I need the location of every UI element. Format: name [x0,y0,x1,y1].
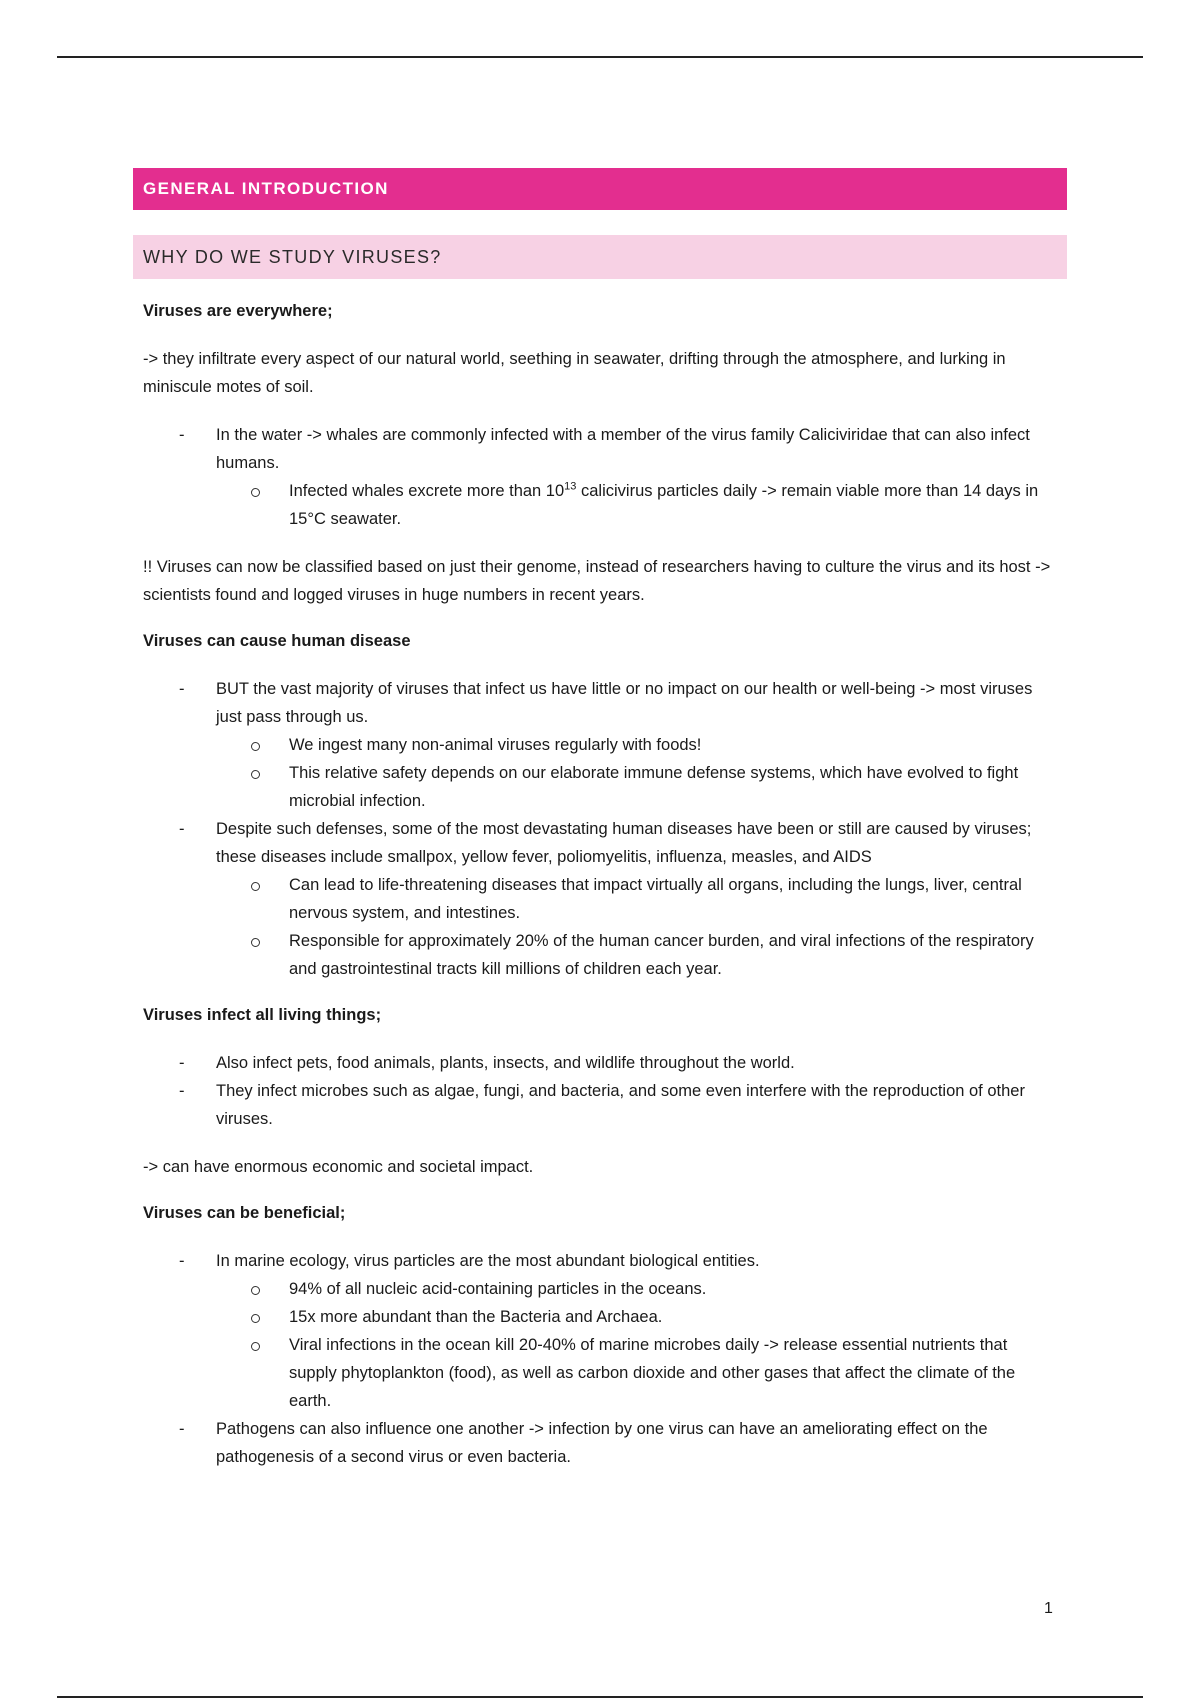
dash-bullet: - [179,426,185,444]
list-item [143,1415,1057,1471]
sub-list-item-text: Responsible for approximately 20% of the human cancer burden, and viral infections of the respiratory and gastrointestinal tracts kill millions of children each year. [289,932,1034,978]
bullet-list [143,1049,1057,1133]
sub-bullet-list [216,477,1057,533]
sub-list-item-text: We ingest many non-animal viruses regularly with foods! [289,736,702,754]
header-rule [57,56,1143,58]
bullet-list [143,675,1057,983]
paragraph: -> can have enormous economic and societal impact. [143,1158,534,1176]
circle-bullet-icon [251,1286,260,1295]
section-title: Viruses are everywhere; [143,302,333,320]
sub-list-item-text: 94% of all nucleic acid-containing particles in the oceans. [289,1280,707,1298]
list-item-text: In marine ecology, virus particles are the most abundant biological entities. [216,1252,760,1270]
list-item [143,421,1057,533]
sub-list-item-text: Can lead to life-threatening diseases that impact virtually all organs, including the lungs, liver, central nervous system, and intestines. [289,876,1022,922]
note-paragraph: !! Viruses can now be classified based on just their genome, instead of researchers having to culture the virus and its host -> scientists found and logged viruses in huge numbers in recent years. [143,558,1051,604]
section-human-disease [133,627,1067,983]
heading-why-study-viruses: WHY DO WE STUDY VIRUSES? [133,235,1067,279]
sub-list-item [216,871,1057,927]
list-item [143,675,1057,815]
sub-list-item-text: Viral infections in the ocean kill 20-40% of marine microbes daily -> release essential nutrients that supply phytoplankton (food), as well as carbon dioxide and other gases that affect the climate of the earth. [289,1336,1016,1410]
section-title: Viruses can cause human disease [143,632,411,650]
bullet-list [143,1247,1057,1471]
circle-bullet-icon [251,770,260,779]
sub-list-item-text: Infected whales excrete more than $10^{13}$ calicivirus particles daily -> remain viable more than 14 days in 15°C seawater. [289,480,1039,528]
sub-list-item [216,1331,1057,1415]
section-title: Viruses can be beneficial; [143,1204,346,1222]
list-item-text: They infect microbes such as algae, fungi, and bacteria, and some even interfere with the reproduction of other viruses. [216,1082,1025,1128]
footer-rule [57,1696,1143,1698]
list-item [143,815,1057,983]
sub-list-item [216,477,1057,533]
paragraph: -> they infiltrate every aspect of our natural world, seething in seawater, drifting through the atmosphere, and lurking in miniscule motes of soil. [143,350,1006,396]
list-item-text: In the water -> whales are commonly infected with a member of the virus family Caliciviridae that can also infect humans. [216,426,1030,472]
list-item [143,1077,1057,1133]
sub-list-item [216,759,1057,815]
sub-list-item-text: This relative safety depends on our elaborate immune defense systems, which have evolved to fight microbial infection. [289,764,1019,810]
section-title: Viruses infect all living things; [143,1006,382,1024]
circle-bullet-icon [251,1314,260,1323]
section-viruses-everywhere [133,297,1067,609]
list-item [143,1049,1057,1077]
sub-bullet-list [216,1275,1057,1415]
dash-bullet: - [179,1054,185,1072]
list-item-text: Despite such defenses, some of the most devastating human diseases have been or still are caused by viruses; these diseases include smallpox, yellow fever, poliomyelitis, influenza, measles, and AIDS [216,820,1032,866]
section-infect-all-living-things [133,1001,1067,1181]
list-item-text: Pathogens can also influence one another -> infection by one virus can have an ameliorating effect on the pathogenesis of a second virus or even bacteria. [216,1420,988,1466]
document-body [133,168,1067,1471]
sub-list-item [216,1275,1057,1303]
dash-bullet: - [179,1252,185,1270]
sub-list-item-text: 15x more abundant than the Bacteria and Archaea. [289,1308,663,1326]
dash-bullet: - [179,820,185,838]
sub-list-item [216,927,1057,983]
list-item-text: BUT the vast majority of viruses that infect us have little or no impact on our health or well-being -> most viruses just pass through us. [216,680,1033,726]
circle-bullet-icon [251,488,260,497]
circle-bullet-icon [251,742,260,751]
page-number: 1 [1044,1600,1053,1617]
dash-bullet: - [179,1082,185,1100]
sub-bullet-list [216,871,1057,983]
dash-bullet: - [179,680,185,698]
bullet-list [143,421,1057,533]
circle-bullet-icon [251,882,260,891]
dash-bullet: - [179,1420,185,1438]
sub-list-item [216,731,1057,759]
sub-bullet-list [216,731,1057,815]
circle-bullet-icon [251,1342,260,1351]
superscript: 13 [564,480,577,493]
sub-list-item [216,1303,1057,1331]
section-beneficial [133,1199,1067,1471]
heading-general-introduction: GENERAL INTRODUCTION [133,168,1067,210]
list-item-text: Also infect pets, food animals, plants, insects, and wildlife throughout the world. [216,1054,795,1072]
circle-bullet-icon [251,938,260,947]
list-item [143,1247,1057,1415]
